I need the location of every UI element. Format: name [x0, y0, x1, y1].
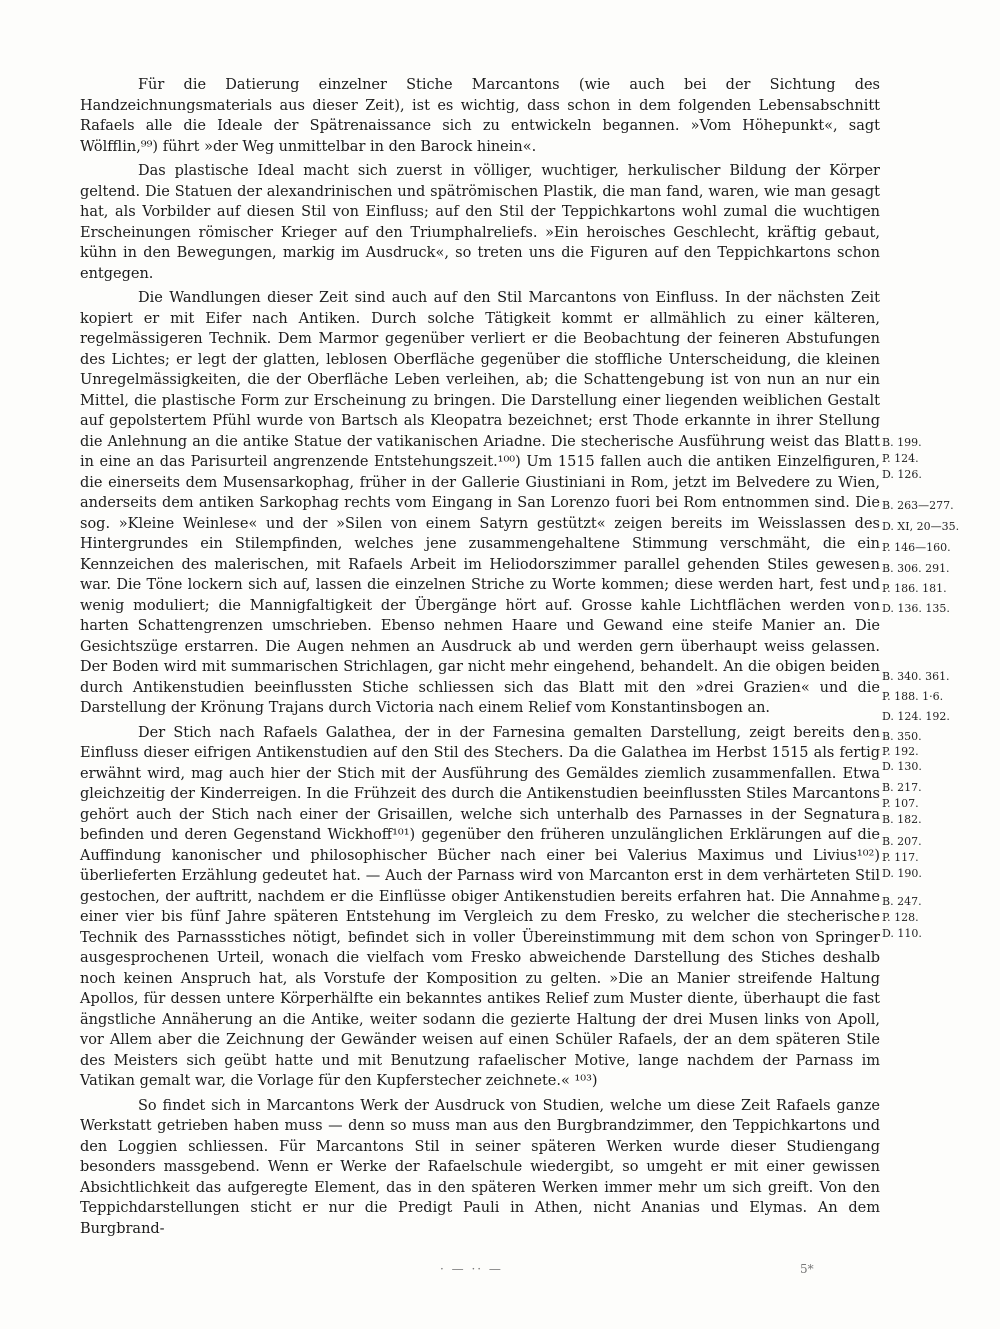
margin-note: B. 263—277.: [882, 499, 954, 512]
margin-note: P. 124.: [882, 452, 919, 465]
paragraph: Der Stich nach Rafaels Galathea, der in der Farnesina gemalten Darstellung, zeigt bereits den Einfluss dieser eifrigen Antikenstudien auf den Stil des Stechers. Da die Galathea im Herbst 1515 als fertig erwähnt wird, mag auch hier der Stich mit der Ausführung des Gemäldes ziemlich zusammenfallen. Etwa gleichzeitig der Kinderreigen. In die Frühzeit des durch die Antikenstudien beeinflussten Stiles Marcantons gehört auch der Stich nach einer der Grisaillen, welche sich unterhalb des Parnasses in der Segnatura befinden und deren Gegenstand Wickhoff¹⁰¹) gegenüber den früheren unzulänglichen Erklärungen auf die Auffindung kanonischer und philosophischer Bücher nach einer bei Valerius Maximus und Livius¹⁰²) überlieferten Erzählung gedeutet hat. — Auch der Parnass wird von Marcanton erst in dem verhärteten Stil gestochen, der auftritt, nachdem er die Einflüsse obiger Antikenstudien bereits erfahren hat. Die Annahme einer vier bis fünf Jahre späteren Entstehung im Vergleich zu dem Fresko, zu welcher die stecherische Technik des Parnassstiches nötigt, befindet sich in voller Übereinstimmung mit dem schon von Springer ausgesprochenen Urteil, wonach die vielfach vom Fresko abweichende Darstellung des Stiches deshalb noch keinen Anspruch hat, als Vorstufe der Komposition zu gelten. »Die an Manier streifende Haltung Apollos, für dessen untere Körperhälfte ein bekanntes antikes Relief zum Muster diente, überhaupt die fast ängstliche Annäherung an die Antike, weiter sodann die gezierte Haltung der drei Musen links von Apoll, vor Allem aber die Zeichnung der Gewänder weisen auf einen Schüler Rafaels, der an dem späteren Stile des Meisters sich geübt hatte und mit Benutzung rafaelischer Motive, lange nachdem der Parnass im Vatikan gemalt war, die Vorlage für den Kupferstecher zeichnete.« ¹⁰³): [80, 724, 880, 1089]
paragraph: Für die Datierung einzelner Stiche Marcantons (wie auch bei der Sichtung des Handzeichnungsmaterials aus dieser Zeit), ist es wichtig, dass schon in dem folgenden Lebensabschnitt Rafaels alle die Ideale der Spätrenaissance sich zu entwickeln begannen. »Vom Höhepunkt«, sagt Wölfflin,⁹⁹) führt »der Weg unmittelbar in den Barock hinein«.: [80, 77, 880, 155]
page-number: 5*: [800, 1262, 814, 1276]
margin-note: P. 146—160.: [882, 541, 951, 554]
margin-note: B. 340. 361.: [882, 670, 950, 683]
margin-note: B. 247.: [882, 895, 922, 908]
margin-note: P. 186. 181.: [882, 582, 947, 595]
margin-note: B. 207.: [882, 835, 922, 848]
margin-note: P. 107.: [882, 797, 919, 810]
margin-note: D. 136. 135.: [882, 602, 950, 615]
margin-note: D. XI, 20—35.: [882, 520, 960, 533]
margin-note: P. 117.: [882, 851, 919, 864]
margin-note: D. 126.: [882, 468, 922, 481]
margin-note: D. 110.: [882, 927, 922, 940]
margin-note: B. 306. 291.: [882, 562, 950, 575]
paragraph: Die Wandlungen dieser Zeit sind auch auf den Stil Marcantons von Einfluss. In der nächsten Zeit kopiert er mit Eifer nach Antiken. Durch solche Tätigkeit kommt er allmählich zu einer kälteren, regelmässigeren Technik. Dem Marmor gegenüber verliert er die Beobachtung der feineren Abstufungen des Lichtes; er legt der glatten, leblosen Oberfläche gegenüber die stoffliche Unterscheidung, die kleinen Unregelmässigkeiten, die der Oberfläche Leben verleihen, ab; die Schattengebung ist von nun an nur ein Mittel, die plastische Form zur Erscheinung zu bringen. Die Darstellung einer liegenden weiblichen Gestalt auf gepolstertem Pfühl wurde von Bartsch als Kleopatra bezeichnet; erst Thode erkannte in ihrer Stellung die Anlehnung an die antike Statue der vatikanischen Ariadne. Die stecherische Ausführung weist das Blatt in eine an das Parisurteil angrenzende Entstehungszeit.¹⁰⁰) Um 1515 fallen auch die antiken Einzelfiguren, die einerseits dem Musensarkophag, früher in der Gallerie Giustiniani in Rom, jetzt im Belvedere zu Wien, anderseits dem antiken Sarkophag rechts vom Eingang in San Lorenzo fuori bei Rom entnommen sind. Die sog. »Kleine Weinlese« und der »Silen von einem Satyrn gestützt« zeigen bereits im Weisslassen des Hintergrundes ein Stilempfinden, welches jene zusammengehaltene Stimmung verschmäht, die ein Kennzeichen des malerischen, mit Rafaels Arbeit im Heliodorszimmer parallel gehenden Stiles gewesen war. Die Töne lockern sich auf, lassen die einzelnen Striche zu Worte kommen; diese werden hart, fest und wenig moduliert; die Mannigfaltigkeit der Übergänge hört auf. Grosse kahle Lichtflächen werden von harten Schattengrenzen umschrieben. Ebenso nehmen Haare und Gewand eine steife Manier an. Die Gesichtszüge erstarren. Die Augen nehmen an Ausdruck ab und werden gern überhaupt weiss gelassen. Der Boden wird mit summarischen Strichlagen, gar nicht mehr eingehend, behandelt. An die obigen beiden durch Antikenstudien beeinflussten Stiche schliessen sich das Blatt mit den »drei Grazien« und die Darstellung der Krönung Trajans durch Victoria nach einem Relief vom Konstantinsbogen an.: [80, 290, 880, 716]
signature-mark: · — ·· —: [440, 1262, 503, 1276]
margin-note: B. 199.: [882, 436, 922, 449]
margin-note: P. 128.: [882, 911, 919, 924]
margin-note: P. 188. 1·6.: [882, 690, 944, 703]
paragraph: Das plastische Ideal macht sich zuerst in völliger, wuchtiger, herkulischer Bildung der Körper geltend. Die Statuen der alexandrinischen und spätrömischen Plastik, die man fand, waren, wie man gesagt hat, als Vorbilder auf diesen Stil von Einfluss; auf den Stil der Teppichkartons wohl zumal die wuchtigen Erscheinungen römischer Krieger auf den Triumphalreliefs. »Ein heroisches Geschlecht, kräftig gebaut, kühn in den Bewegungen, markig im Ausdruck«, so treten uns die Figuren auf den Teppichkartons schon entgegen.: [80, 163, 880, 282]
body-text: [80, 75, 880, 1243]
margin-note: D. 124. 192.: [882, 710, 950, 723]
margin-note: B. 182.: [882, 813, 922, 826]
margin-note: B. 217.: [882, 781, 922, 794]
margin-note: P. 192.: [882, 745, 919, 758]
margin-note: D. 190.: [882, 867, 922, 880]
margin-note: B. 350.: [882, 730, 922, 743]
margin-note: D. 130.: [882, 760, 922, 773]
paragraph: So findet sich in Marcantons Werk der Ausdruck von Studien, welche um diese Zeit Rafaels ganze Werkstatt getrieben haben muss — denn so muss man aus den Burgbrandzimmer, den Teppichkartons und den Loggien schliessen. Für Marcantons Stil in seiner späteren Werken wurde dieser Studiengang besonders massgebend. Wenn er Werke der Rafaelschule wiedergibt, so umgeht er mit einer gewissen Absichtlichkeit das aufgeregte Element, das in den späteren Werken immer mehr um sich greift. Von den Teppichdarstellungen sticht er nur die Predigt Pauli in Athen, nicht Ananias und Elymas. An dem Burgbrand-: [80, 1097, 880, 1237]
